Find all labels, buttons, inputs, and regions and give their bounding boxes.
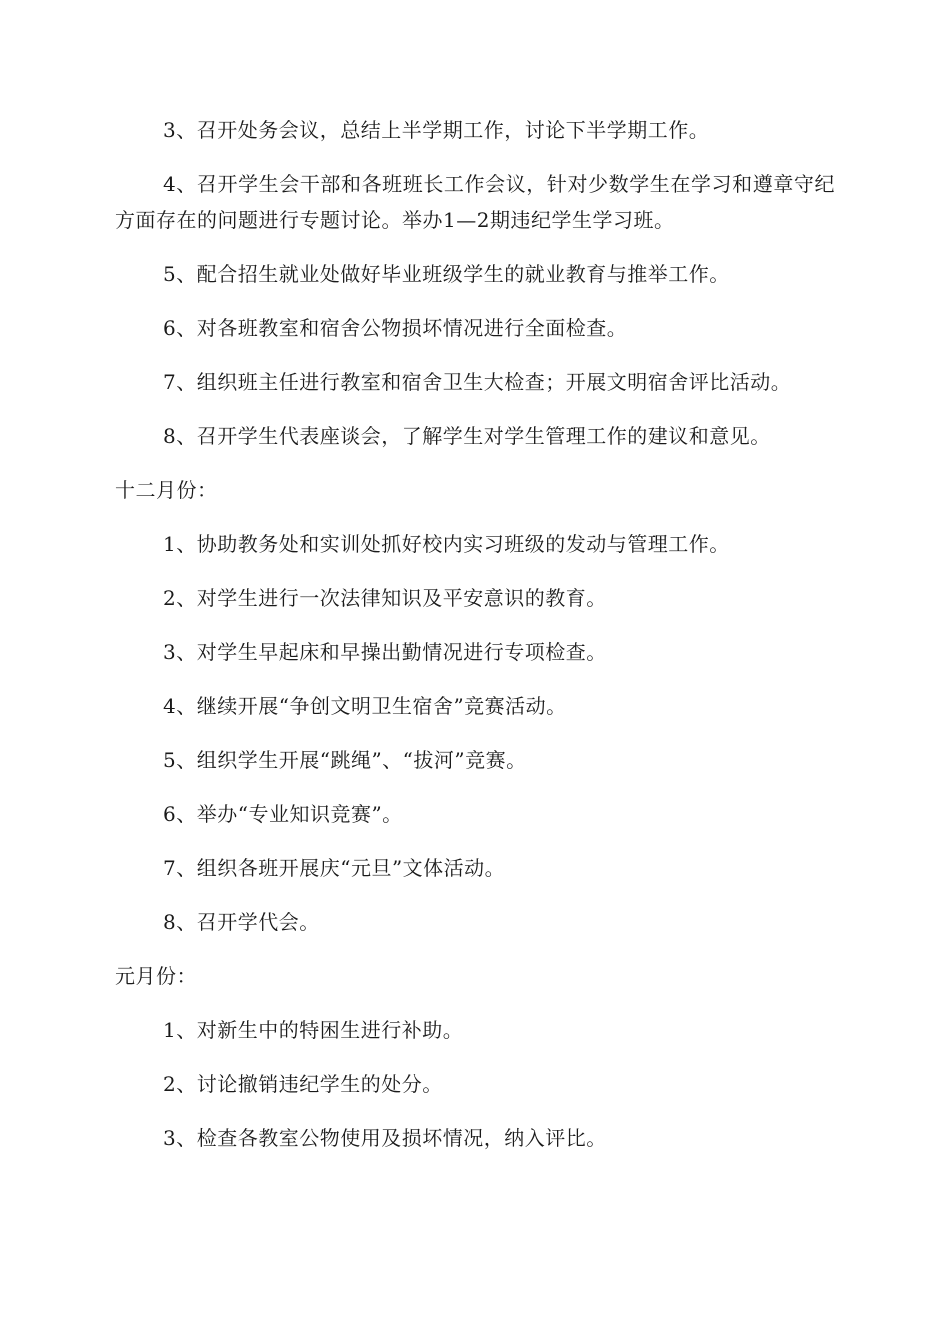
dec-item-7: 7、组织各班开展庆“元旦”文体活动。 [163,856,506,880]
december-heading: 十二月份： [115,478,218,502]
nov-item-4: 4、召开学生会干部和各班班长工作会议，针对少数学生在学习和遵章守纪方面存在的问题进行专题讨论。举办1—2期违纪学生学习班。 [115,172,835,232]
nov-item-5: 5、配合招生就业处做好毕业班级学生的就业教育与推举工作。 [163,262,730,286]
nov-item-3: 3、召开处务会议，总结上半学期工作，讨论下半学期工作。 [163,118,710,142]
document-page [115,112,835,1174]
january-heading: 元月份： [115,964,197,988]
dec-item-6: 6、举办“专业知识竞赛”。 [163,802,403,826]
dec-item-1: 1、协助教务处和实训处抓好校内实习班级的发动与管理工作。 [163,532,730,556]
nov-item-7: 7、组织班主任进行教室和宿舍卫生大检查；开展文明宿舍评比活动。 [163,370,792,394]
nov-item-8: 8、召开学生代表座谈会，了解学生对学生管理工作的建议和意见。 [163,424,771,448]
nov-item-6: 6、对各班教室和宿舍公物损坏情况进行全面检查。 [163,316,628,340]
jan-item-1: 1、对新生中的特困生进行补助。 [163,1018,464,1042]
dec-item-2: 2、对学生进行一次法律知识及平安意识的教育。 [163,586,607,610]
dec-item-3: 3、对学生早起床和早操出勤情况进行专项检查。 [163,640,607,664]
dec-item-5: 5、组织学生开展“跳绳”、“拔河”竞赛。 [163,748,527,772]
jan-item-2: 2、讨论撤销违纪学生的处分。 [163,1072,443,1096]
dec-item-4: 4、继续开展“争创文明卫生宿舍”竞赛活动。 [163,694,567,718]
jan-item-3: 3、检查各教室公物使用及损坏情况，纳入评比。 [163,1126,607,1150]
dec-item-8: 8、召开学代会。 [163,910,320,934]
